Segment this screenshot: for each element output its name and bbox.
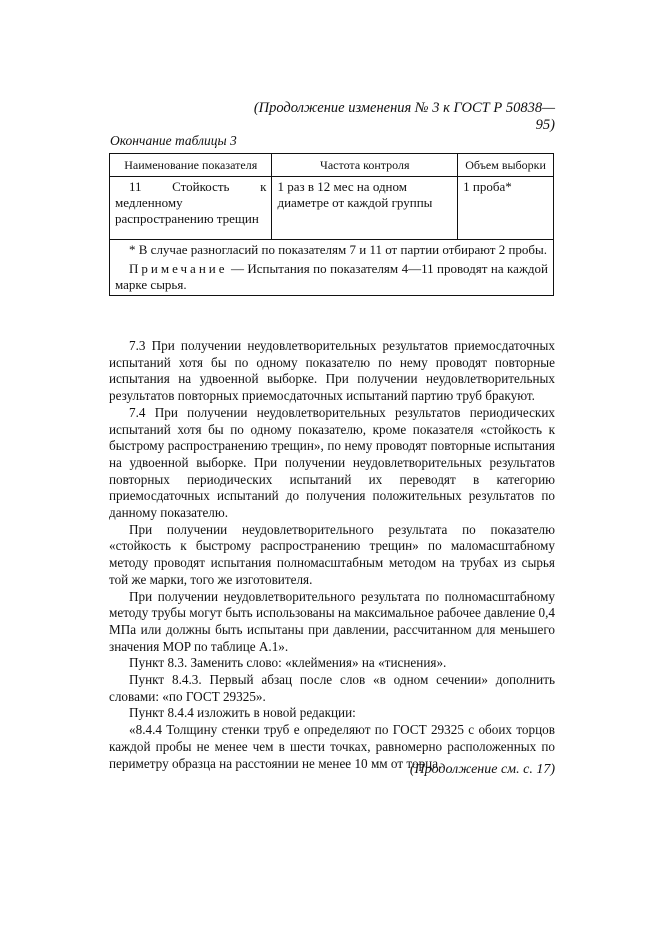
table-caption: Окончание таблицы 3 <box>110 133 237 148</box>
inspection-table <box>109 153 554 296</box>
cell-indicator: 11 Стойкость к медленному распространению трещин <box>110 177 272 240</box>
table-header-row <box>110 154 554 177</box>
note-label: Примечание <box>129 261 228 276</box>
paragraph-8-3: Пункт 8.3. Заменить слово: «клеймения» на «тиснения». <box>129 655 447 671</box>
table-footer-row <box>110 240 554 296</box>
header-indicator: Наименование показателя <box>110 154 272 177</box>
continuation-header: (Продолжение изменения № 3 к ГОСТ Р 50838—95) <box>253 100 555 133</box>
paragraph-8-4-3: Пункт 8.4.3. Первый абзац после слов «в одном сечении» дополнить словами: «по ГОСТ 29325». <box>109 672 555 704</box>
header-frequency: Частота контроля <box>272 154 458 177</box>
cell-sample: 1 проба* <box>458 177 554 240</box>
table-note <box>115 261 548 293</box>
paragraph-7-3: 7.3 При получении неудовлетворительных результатов приемосдаточных испытаний хотя бы по одному показателю по нему проводят повторные испытания на удвоенной выборке. При получении неудовлетворительных результатов повторных приемосдаточных испытаний партию труб бракуют. <box>109 338 555 404</box>
paragraph-small-scale: При получении неудовлетворительного результата по показателю «стойкость к быстрому распространению трещин» по маломасштабному методу проводят испытания полномасштабным методом на трубах из сырья той же марки, того же изготовителя. <box>109 521 555 587</box>
table-footnote: * В случае разногласий по показателям 7 и 11 от партии отбирают 2 пробы. <box>129 242 548 257</box>
continuation-footer: (Продолжение см. с. 17) <box>409 762 555 777</box>
cell-frequency: 1 раз в 12 мес на одном диаметре от каждой группы <box>272 177 458 240</box>
paragraph-8-4-4: «8.4.4 Толщину стенки труб e определяют по ГОСТ 29325 с обоих торцов каждой пробы не менее чем в шести точках, равномерно расположенных по периметру образца на расстоянии не менее 10 мм от торца. <box>109 722 555 771</box>
paragraph-8-4-4-intro: Пункт 8.4.4 изложить в новой редакции: <box>129 705 356 721</box>
table-row <box>110 177 554 240</box>
table-footer-cell <box>110 240 554 296</box>
note-text: — Испытания по показателям 4—11 проводят на каждой марке сырья. <box>115 261 548 292</box>
header-sample: Объем выборки <box>458 154 554 177</box>
paragraph-full-scale: При получении неудовлетворительного результата по полномасштабному методу трубы могут быть использованы на максимальное рабочее давление 0,4 МПа или должны быть испытаны при давлении, рассчитанном для меньшего значения MOP по таблице А.1». <box>109 588 555 654</box>
paragraph-7-4: 7.4 При получении неудовлетворительных результатов периодических испытаний хотя бы по одному показателю, кроме показателя «стойкость к быстрому распространению трещин», по нему проводят повторные испытания на удвоенной выборке. При получении неудовлетворительных результатов повторных периодических испытаний их переводят в категорию приемосдаточных испытаний до получения положительных результатов по данному показателю. <box>109 404 555 521</box>
body-text <box>109 338 555 772</box>
